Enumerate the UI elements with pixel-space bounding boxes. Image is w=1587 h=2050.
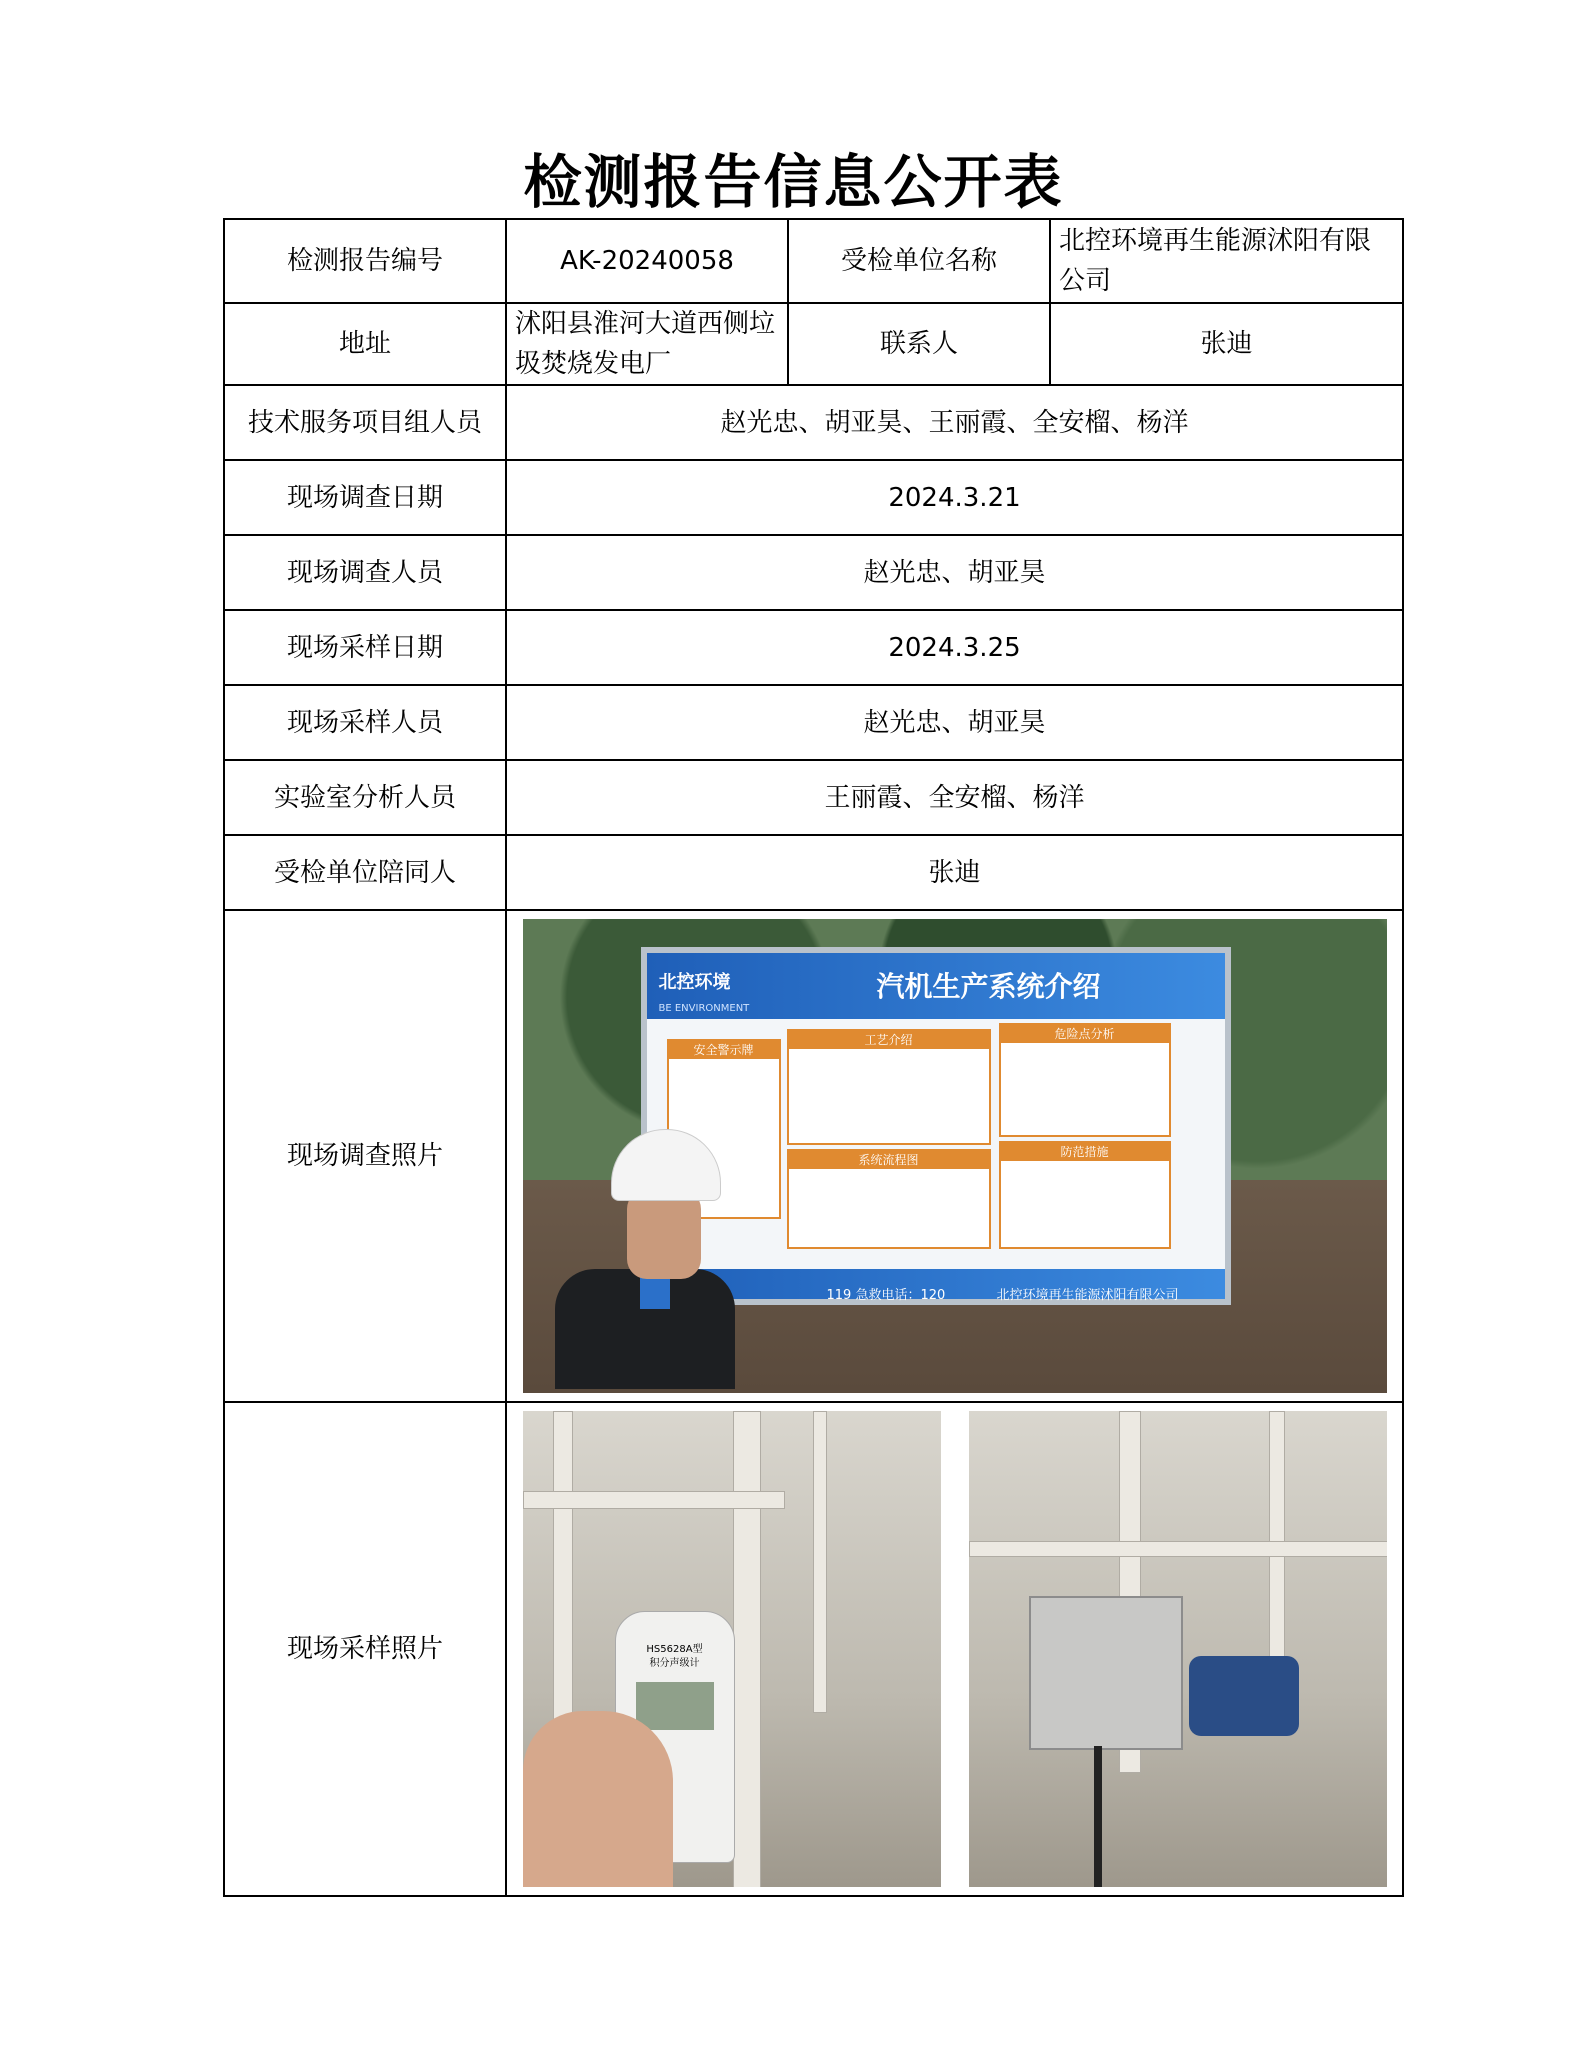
survey-staff-label: 现场调查人员 [224,535,506,610]
table-row [224,219,1403,303]
sample-photo-label: 现场采样照片 [224,1402,506,1896]
team-label: 技术服务项目组人员 [224,385,506,460]
table-row [224,910,1403,1402]
board-logo: 北控环境 [658,972,731,993]
lab-staff-value: 王丽霞、全安榴、杨洋 [506,760,1403,835]
pump-motor [1189,1656,1299,1736]
survey-date-value: 2024.3.21 [506,460,1403,535]
table-row [224,835,1403,910]
table-row [224,535,1403,610]
flow-panel: 系统流程图 [787,1149,991,1249]
worker-figure [535,1129,735,1387]
hazard-panel: 危险点分析 [999,1023,1171,1137]
unit-label: 受检单位名称 [788,219,1050,303]
board-logo-sub: BE ENVIRONMENT [658,1003,750,1014]
info-table [223,218,1404,1897]
process-panel: 工艺介绍 [787,1029,991,1145]
survey-date-label: 现场调查日期 [224,460,506,535]
table-row [224,1402,1403,1896]
meter-screen [636,1682,714,1730]
page-title: 检测报告信息公开表 [523,148,1064,216]
survey-photo-cell [506,910,1403,1402]
address-value: 沭阳县淮河大道西侧垃圾焚烧发电厂 [506,303,788,385]
sample-staff-value: 赵光忠、胡亚昊 [506,685,1403,760]
table-row [224,460,1403,535]
table-row [224,685,1403,760]
table-row [224,303,1403,385]
team-value: 赵光忠、胡亚昊、王丽霞、全安榴、杨洋 [506,385,1403,460]
sound-level-meter: HS5628A型 积分声级计 [615,1611,735,1863]
helmet-icon [611,1129,721,1201]
unit-value: 北控环境再生能源沭阳有限公司 [1050,219,1403,303]
escort-label: 受检单位陪同人 [224,835,506,910]
sample-photo-cell [506,1402,1403,1896]
sample-photo-sampler [969,1411,1387,1887]
contact-label: 联系人 [788,303,1050,385]
address-label: 地址 [224,303,506,385]
sample-staff-label: 现场采样人员 [224,685,506,760]
survey-staff-value: 赵光忠、胡亚昊 [506,535,1403,610]
sample-date-value: 2024.3.25 [506,610,1403,685]
sample-photo-meter [523,1411,941,1887]
board-foot-phone: 119 急救电话：120 [826,1288,946,1303]
air-sampler [1029,1596,1183,1750]
tripod [1094,1746,1102,1887]
board-title: 汽机生产系统介绍 [876,970,1101,1003]
sample-date-label: 现场采样日期 [224,610,506,685]
table-row [224,760,1403,835]
survey-photo [523,919,1387,1393]
contact-value: 张迪 [1050,303,1403,385]
table-row [224,610,1403,685]
board-foot-company: 北控环境再生能源沭阳有限公司 [996,1288,1179,1303]
report-no-value: AK-20240058 [506,219,788,303]
safety-panel: 安全警示牌 [667,1039,781,1219]
report-no-label: 检测报告编号 [224,219,506,303]
escort-value: 张迪 [506,835,1403,910]
survey-photo-label: 现场调查照片 [224,910,506,1402]
table-row [224,385,1403,460]
lab-staff-label: 实验室分析人员 [224,760,506,835]
prevent-panel: 防范措施 [999,1141,1171,1249]
